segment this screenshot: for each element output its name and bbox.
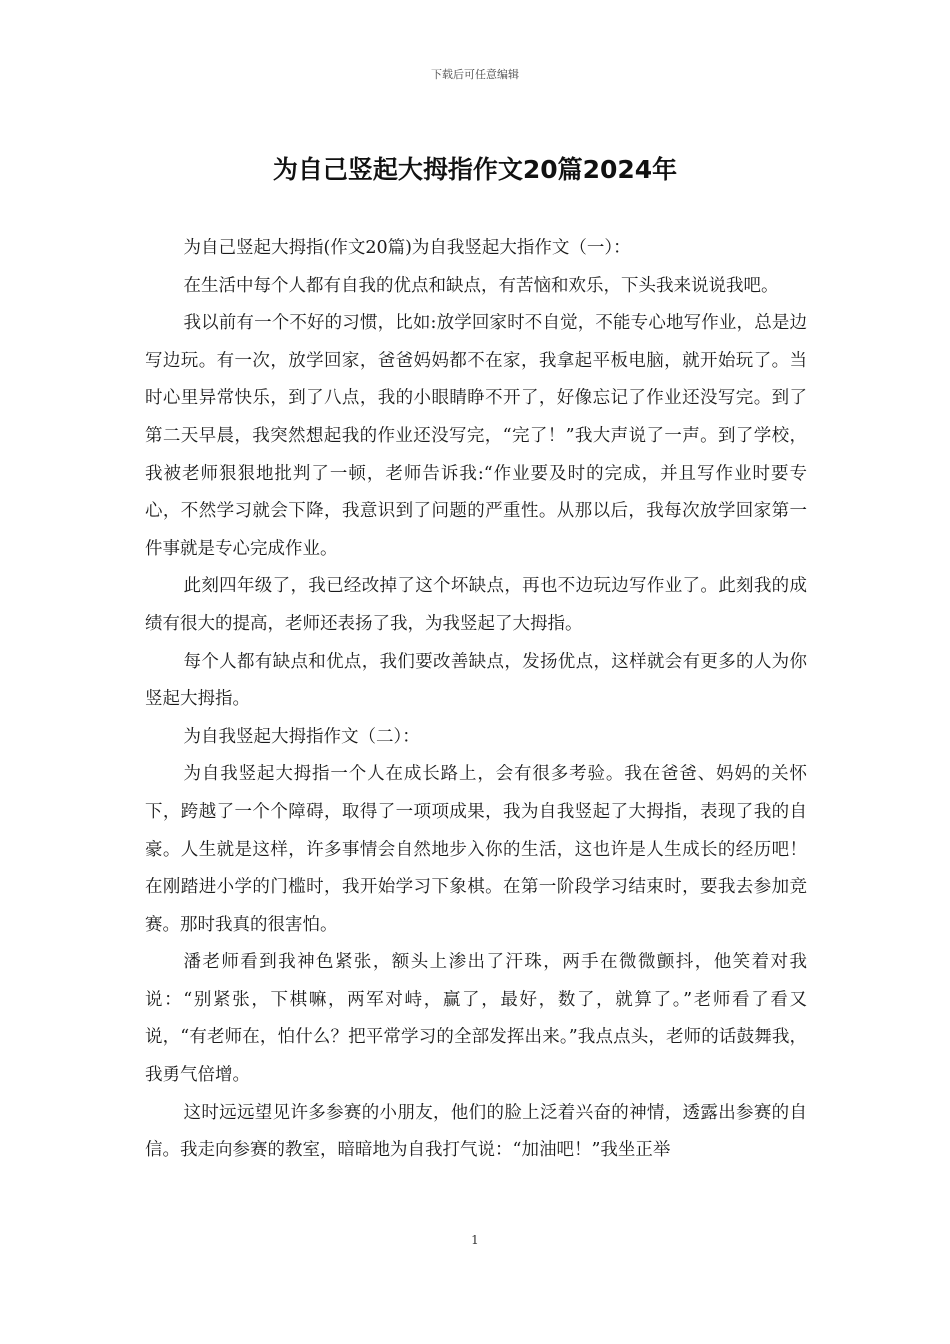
section-heading: 为自我竖起大拇指作文（二）： (183, 726, 420, 747)
header-note: 下载后可任意编辑 (431, 68, 519, 81)
document-body (145, 230, 807, 1170)
paragraph: 为自己竖起大拇指(作文20篇)为自我竖起大指作文（一）： (183, 238, 631, 258)
paragraph: 我以前有一个不好的习惯，比如:放学回家时不自觉，不能专心地写作业，总是边写边玩。有一次，放学回家，爸爸妈妈都不在家，我拿起平板电脑，就开始玩了。当时心里异常快乐，到了八点，我的小眼睛睁不开了，好像忘记了作业还没写完。到了第二天早晨，我突然想起我的作业还没写完，“完了！”我大声说了一声。到了学校，我被老师狠狠地批判了一顿，老师告诉我:“作业要及时的完成，并且写作业时要专心，不然学习就会下降，我意识到了问题的严重性。从那以后，我每次放学回家第一件事就是专心完成作业。 (145, 313, 807, 559)
paragraph: 此刻四年级了，我已经改掉了这个坏缺点，再也不边玩边写作业了。此刻我的成绩有很大的提高，老师还表扬了我，为我竖起了大拇指。 (145, 576, 807, 634)
paragraph: 每个人都有缺点和优点，我们要改善缺点，发扬优点，这样就会有更多的人为你竖起大拇指。 (145, 651, 807, 710)
paragraph: 潘老师看到我神色紧张，额头上渗出了汗珠，两手在微微颤抖，他笑着对我说：“别紧张，下棋嘛，两军对峙，赢了，最好，数了，就算了。”老师看了看又说，“有老师在，怕什么？把平常学习的全部发挥出来。”我点点头，老师的话鼓舞我，我勇气倍增。 (145, 952, 807, 1086)
paragraph: 为自我竖起大拇指一个人在成长路上，会有很多考验。我在爸爸、妈妈的关怀下，跨越了一个个障碍，取得了一项项成果，我为自我竖起了大拇指，表现了我的自豪。人生就是这样，许多事情会自然地步入你的生活，这也许是人生成长的经历吧！在刚踏进小学的门槛时，我开始学习下象棋。在第一阶段学习结束时，要我去参加竞赛。那时我真的很害怕。 (145, 764, 807, 935)
paragraph: 在生活中每个人都有自我的优点和缺点，有苦恼和欢乐，下头我来说说我吧。 (183, 275, 779, 296)
page-number: 1 (471, 1233, 479, 1247)
document-title: 为自己竖起大拇指作文20篇2024年 (272, 155, 678, 184)
paragraph: 这时远远望见许多参赛的小朋友，他们的脸上泛着兴奋的神情，透露出参赛的自信。我走向参赛的教室，暗暗地为自我打气说：“加油吧！”我坐正举 (145, 1102, 807, 1161)
